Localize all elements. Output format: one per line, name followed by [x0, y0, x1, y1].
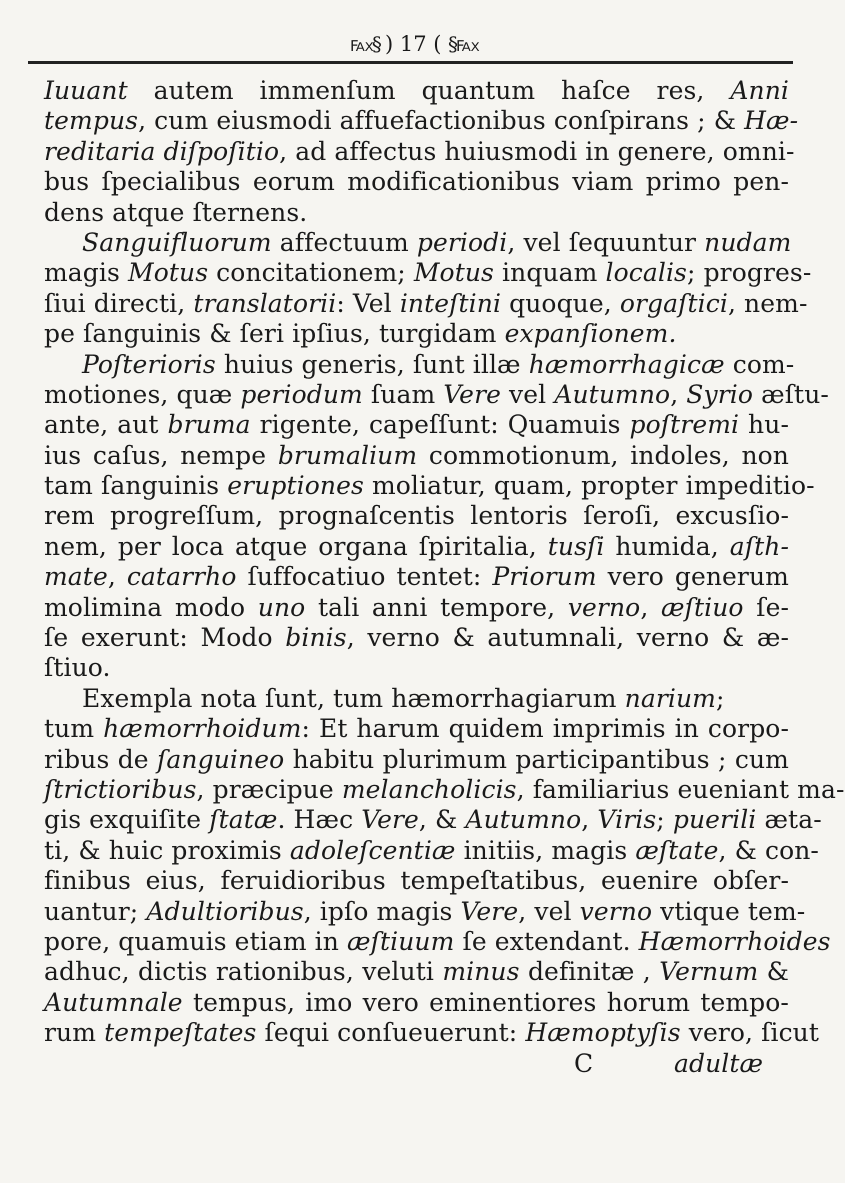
text-line: [44, 593, 789, 623]
text-segment: rem progreſſum, prognaſcentis lentoris ſeroſi, excusſio-: [44, 501, 789, 531]
text-line: [44, 866, 789, 896]
italic-segment: periodum: [240, 379, 363, 409]
italic-segment: Autumno: [465, 805, 582, 835]
ornament-left-icon: ℻§: [350, 32, 380, 56]
italic-segment: tempeſtates: [104, 1018, 257, 1048]
italic-segment: minus: [442, 957, 520, 987]
text-segment: æta-: [756, 805, 822, 835]
italic-segment: Motus: [413, 258, 494, 288]
text-line: [44, 714, 789, 744]
italic-segment: orgaſtici: [619, 288, 728, 318]
header-rule: [28, 61, 793, 64]
text-line: [44, 167, 789, 197]
text-segment: hu-: [739, 410, 789, 440]
text-segment: ſiui directi,: [44, 288, 194, 318]
signature-line: [44, 1049, 789, 1079]
italic-segment: uno: [257, 592, 306, 622]
text-line: [44, 410, 789, 440]
text-segment: finibus eius, feruidioribus tempeſtatibus, euenire obſer-: [44, 866, 789, 896]
text-segment: , familiarius eueniant ma-: [516, 774, 845, 804]
italic-segment: eruptiones: [227, 471, 364, 501]
italic-segment: Vere: [460, 896, 519, 926]
text-segment: tum: [44, 714, 104, 744]
italic-segment: Motus: [128, 258, 209, 288]
text-segment: definitæ ,: [519, 957, 660, 987]
italic-segment: translatorii: [193, 288, 337, 318]
text-segment: magis: [44, 258, 128, 288]
text-line: [44, 106, 799, 136]
italic-segment: binis: [285, 623, 347, 653]
text-segment: &: [758, 957, 789, 987]
text-line: [44, 957, 789, 987]
text-segment: : Vel: [336, 288, 400, 318]
text-segment: , vel: [518, 896, 580, 926]
text-segment: ſtiuo.: [44, 653, 111, 683]
italic-segment: aſth-: [729, 531, 789, 561]
text-segment: ſequi conſueuerunt:: [256, 1018, 526, 1048]
italic-segment: brumalium: [277, 440, 418, 470]
italic-segment: Poſterioris: [82, 349, 216, 379]
text-line: [44, 471, 815, 501]
italic-segment: Vernum: [659, 957, 759, 987]
text-line: [44, 562, 789, 592]
italic-segment: Priorum: [492, 562, 597, 592]
text-segment: ; progres-: [687, 258, 812, 288]
text-segment: ius caſus, nempe: [44, 440, 278, 470]
text-line: [44, 349, 795, 380]
text-line: [44, 319, 789, 349]
text-line: [44, 1018, 820, 1048]
text-line: [44, 684, 789, 714]
text-segment: gis exquiſite: [44, 805, 210, 835]
text-line: [44, 76, 789, 106]
italic-segment: narium: [624, 683, 716, 713]
text-segment: tam ſanguinis: [44, 471, 228, 501]
catchword: adultæ: [674, 1048, 764, 1078]
text-segment: tali anni tempore,: [305, 592, 568, 622]
italic-segment: puerili: [672, 805, 757, 835]
text-segment: ſuam: [362, 379, 444, 409]
italic-segment: Hæmorrhoides: [638, 926, 831, 956]
text-segment: , ad affectus huiusmodi in genere, omni-: [279, 136, 795, 166]
text-line: [44, 136, 795, 167]
italic-segment: verno: [579, 896, 653, 926]
text-segment: initiis, magis: [455, 835, 636, 865]
text-segment: molimina modo: [44, 592, 258, 622]
text-segment: dens atque ſternens.: [44, 197, 308, 227]
text-line: [44, 896, 806, 927]
text-line: [44, 835, 819, 866]
text-segment: ,: [581, 805, 598, 835]
italic-segment: catarrho: [126, 562, 237, 592]
text-segment: pore, quamuis etiam in: [44, 926, 348, 956]
italic-segment: expanſionem.: [504, 319, 677, 349]
text-segment: ſe-: [743, 592, 790, 622]
text-segment: vtique tem-: [652, 896, 806, 926]
text-segment: ſe exerunt: Modo: [44, 623, 286, 653]
italic-segment: Adultioribus: [146, 896, 304, 926]
text-segment: Exempla nota ſunt, tum hæmorrhagiarum: [82, 683, 625, 713]
text-segment: , nem-: [727, 288, 808, 318]
text-segment: vero, ſicut: [680, 1018, 820, 1048]
italic-segment: adoleſcentiæ: [289, 835, 456, 865]
text-segment: huius generis, ſunt illæ: [215, 349, 529, 379]
italic-segment: Autumnale: [44, 987, 183, 1017]
italic-segment: poſtremi: [629, 410, 740, 440]
text-segment: : Et harum quidem imprimis in corpo-: [301, 714, 789, 744]
italic-segment: reditaria diſpoſitio: [44, 136, 280, 166]
text-segment: quoque,: [501, 288, 620, 318]
italic-segment: localis: [605, 258, 687, 288]
italic-segment: ſtatæ: [209, 805, 278, 835]
page-number: ) 17 (: [385, 32, 442, 56]
text-segment: ſuffocatiuo tentet:: [236, 562, 493, 592]
text-segment: æſtu-: [753, 379, 829, 409]
text-line: [44, 805, 822, 835]
text-line: [44, 258, 812, 288]
italic-segment: verno: [567, 592, 641, 622]
italic-segment: Iuuant: [44, 76, 128, 105]
ornament-right-icon: §℻: [448, 32, 478, 56]
italic-segment: Vere: [443, 379, 502, 409]
text-line: [44, 653, 789, 683]
text-segment: , verno & autumnali, verno & æ-: [346, 623, 789, 653]
italic-segment: bruma: [167, 410, 251, 440]
italic-segment: Hæmoptyſis: [525, 1018, 681, 1048]
page-header: [0, 28, 800, 64]
text-line: [44, 441, 789, 471]
italic-segment: Sanguifluorum: [82, 227, 272, 257]
italic-segment: ſanguineo: [157, 744, 285, 774]
text-line: [44, 501, 789, 531]
italic-segment: Vere: [361, 805, 419, 835]
text-segment: , &: [418, 805, 466, 835]
text-segment: ,: [640, 592, 662, 622]
text-segment: , & con-: [718, 835, 819, 865]
italic-segment: Anni: [730, 76, 789, 105]
text-segment: nem, per loca atque organa ſpiritalia,: [44, 531, 548, 561]
italic-segment: Autumno: [554, 379, 671, 409]
text-segment: motiones, quæ: [44, 379, 241, 409]
text-segment: vel: [501, 379, 555, 409]
text-line: [44, 227, 792, 258]
text-line: [44, 774, 845, 805]
text-line: [44, 198, 789, 228]
text-line: [44, 623, 789, 653]
italic-segment: inteſtini: [399, 288, 502, 318]
text-segment: pe ſanguinis & ſeri ipſius, turgidam: [44, 319, 505, 349]
text-segment: moliatur, quam, propter impeditio-: [363, 471, 815, 501]
text-segment: adhuc, dictis rationibus, veluti: [44, 957, 443, 987]
italic-segment: mate: [44, 562, 108, 592]
italic-segment: tempus: [44, 106, 139, 136]
signature-mark: C: [574, 1048, 594, 1078]
text-segment: . Hæc: [277, 805, 362, 835]
italic-segment: Viris: [597, 805, 657, 835]
text-segment: rigente, capeſſunt: Quamuis: [250, 410, 630, 440]
text-segment: ſe extendant.: [454, 926, 639, 956]
text-line: [44, 379, 829, 410]
text-segment: ante, aut: [44, 410, 168, 440]
text-line: [44, 988, 789, 1018]
text-segment: commotionum, indoles, non: [417, 440, 789, 470]
italic-segment: hæmorrhoidum: [103, 714, 302, 744]
text-segment: ,: [107, 562, 127, 592]
italic-segment: Hæ-: [744, 106, 799, 136]
text-line: [44, 532, 789, 562]
text-segment: inquam: [494, 258, 606, 288]
text-segment: humida,: [604, 531, 730, 561]
italic-segment: Syrio: [686, 379, 754, 409]
italic-segment: nudam: [704, 227, 792, 257]
text-line: [44, 288, 808, 319]
italic-segment: ſtrictioribus: [44, 774, 197, 804]
italic-segment: periodi: [416, 227, 508, 257]
text-segment: autem immenſum quantum haſce res,: [127, 76, 731, 105]
text-segment: ;: [715, 683, 725, 713]
italic-segment: hæmorrhagicæ: [528, 349, 725, 379]
text-segment: ribus de: [44, 744, 158, 774]
text-segment: ti, & huic proximis: [44, 835, 290, 865]
text-segment: uantur;: [44, 896, 147, 926]
italic-segment: tusſi: [547, 531, 605, 561]
text-segment: tempus, imo vero eminentiores horum tempo-: [182, 987, 789, 1017]
text-segment: affectuum: [271, 227, 417, 257]
text-segment: , cum eiusmodi affuefactionibus conſpirans ; &: [138, 106, 745, 136]
text-segment: com-: [724, 349, 795, 379]
text-segment: , præcipue: [196, 774, 342, 804]
body-text: [44, 76, 845, 1079]
italic-segment: æſtiuo: [661, 592, 744, 622]
text-segment: habitu plurimum participantibus ; cum: [284, 744, 789, 774]
text-segment: rum: [44, 1018, 105, 1048]
text-segment: vero generum: [596, 562, 789, 592]
text-segment: ;: [656, 805, 673, 835]
italic-segment: melancholicis: [341, 774, 517, 804]
text-segment: , vel ſequuntur: [507, 227, 705, 257]
text-line: [44, 745, 789, 775]
text-segment: ,: [670, 379, 687, 409]
text-segment: bus ſpecialibus eorum modificationibus viam primo pen-: [44, 167, 789, 197]
italic-segment: æſtate: [635, 835, 719, 865]
italic-segment: æſtiuum: [347, 926, 455, 956]
text-segment: concitationem;: [208, 258, 414, 288]
text-segment: , ipſo magis: [303, 896, 461, 926]
text-line: [44, 926, 831, 957]
